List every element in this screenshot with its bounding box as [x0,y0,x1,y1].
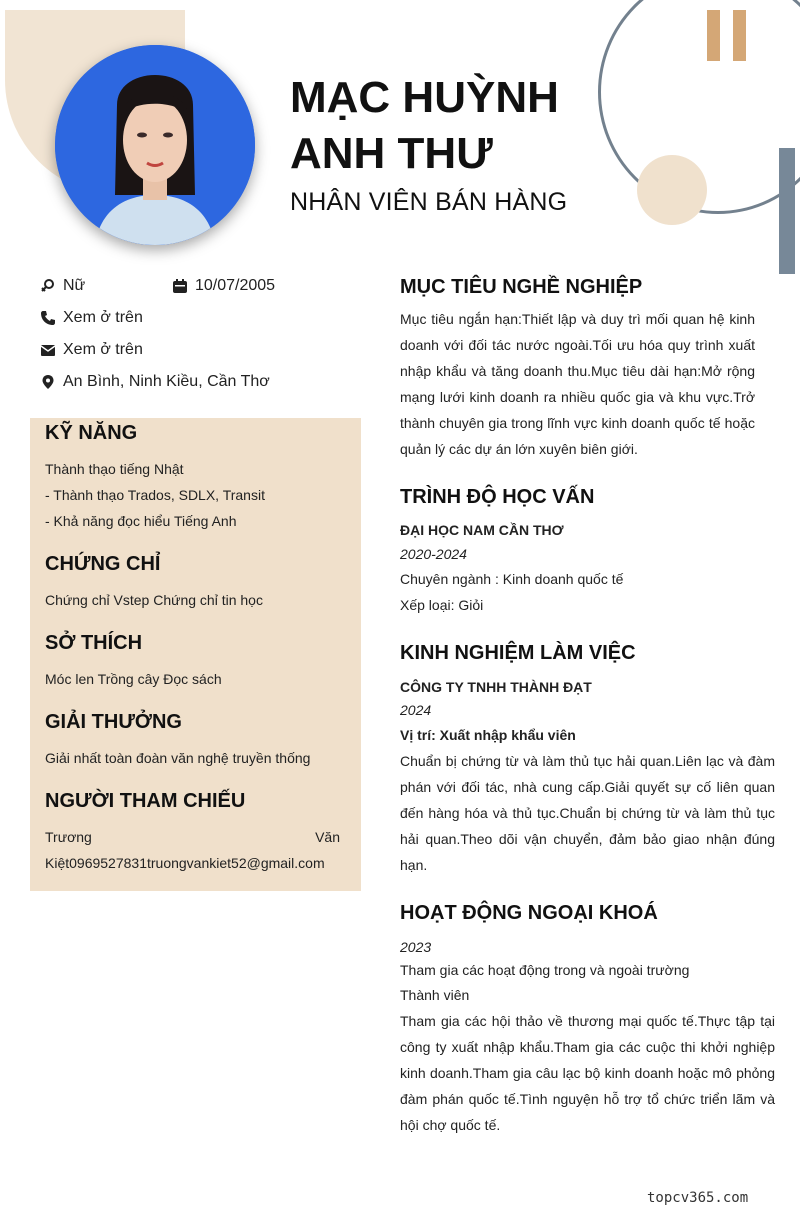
education-period: 2020-2024 [400,546,467,562]
left-panel [30,418,361,891]
skills-heading: KỸ NĂNG [45,422,138,444]
education-major: Chuyên ngành : Kinh doanh quốc tế [400,571,624,587]
footer-brand: topcv365.com [647,1190,749,1206]
experience-year: 2024 [400,702,432,718]
hobbies-heading: SỞ THÍCH [45,632,143,654]
phone-row: Xem ở trên [40,309,143,327]
envelope-icon [40,342,56,358]
references-heading: NGƯỜI THAM CHIẾU [45,790,246,812]
skills-list [45,456,265,534]
phone-icon [40,310,56,326]
profile-photo [55,45,255,245]
experience-heading: KINH NGHIỆM LÀM VIỆC [400,642,636,664]
decorative-dot [637,155,707,225]
decorative-bar [707,10,720,61]
hobbies-text: Móc len Trồng cây Đọc sách [45,671,222,687]
certificates-text: Chứng chỉ Vstep Chứng chỉ tin học [45,592,263,608]
certificates-heading: CHỨNG CHỈ [45,553,161,575]
experience-position: Vị trí: Xuất nhập khẩu viên [400,727,576,743]
email-row: Xem ở trên [40,341,143,359]
activities-heading: HOẠT ĐỘNG NGOẠI KHOÁ [400,902,658,924]
skill-item: Thành thạo tiếng Nhật [45,461,184,477]
education-heading: TRÌNH ĐỘ HỌC VẤN [400,486,595,508]
school-name: ĐẠI HỌC NAM CẦN THƠ [400,522,564,538]
candidate-name: MẠC HUỲNH ANH THƯ [290,73,559,178]
company-name: CÔNG TY TNHH THÀNH ĐẠT [400,679,592,695]
decorative-side-bar [779,148,795,274]
objective-text: Mục tiêu ngắn hạn:Thiết lập và duy trì mối quan hệ kinh doanh với đối tác nước ngoài.Tối ưu hóa quy trình xuất nhập khẩu và tăng doanh thu.Mục tiêu dài hạn:Mở rộng mạng lưới kinh doanh ra nhiều quốc gia và khu vực.Trở thành chuyên gia trong lĩnh vực kinh doanh quốc tế hoặc quản lý các dự án lớn xuyên biên giới. [400,311,755,457]
references-text: Trương Văn Kiệt0969527831truongvankiet52@gmail.com [45,829,340,871]
gender-icon [40,278,56,294]
birthdate-row: 10/07/2005 [172,277,275,295]
activities-role: Thành viên [400,987,470,1003]
awards-text: Giải nhất toàn đoàn văn nghệ truyền thống [45,750,311,766]
job-title: NHÂN VIÊN BÁN HÀNG [290,188,568,216]
activities-org: Tham gia các hoạt động trong và ngoài trường [400,962,690,978]
calendar-icon [172,278,188,294]
awards-heading: GIẢI THƯỞNG [45,711,182,733]
skill-item: - Thành thạo Trados, SDLX, Transit [45,487,265,503]
education-grade: Xếp loại: Giỏi [400,597,484,613]
location-pin-icon [40,374,56,390]
experience-text: Chuẩn bị chứng từ và làm thủ tục hải quan.Liên lạc và đàm phán với đối tác, nhà cung cấp.Giải quyết sự cố liên quan đến hàng hóa và thủ tục.Chuẩn bị chứng từ và làm thủ tục hải quan.Theo dõi vận chuyển, đảm bảo giao nhận đúng hạn. [400,753,775,873]
decorative-bar [733,10,746,61]
skill-item: - Khả năng đọc hiểu Tiếng Anh [45,513,237,529]
activities-text: Tham gia các hội thảo về thương mại quốc tế.Thực tập tại công ty xuất nhập khẩu.Tham gia các cuộc thi khởi nghiệp kinh doanh.Tham gia câu lạc bộ kinh doanh hoặc mô phỏng đàm phán quốc tế.Tình nguyện hỗ trợ tổ chức triển lãm và hội chợ quốc tế. [400,1013,775,1133]
activities-year: 2023 [400,939,432,955]
address-row: An Bình, Ninh Kiều, Cần Thơ [40,373,270,391]
objective-heading: MỤC TIÊU NGHỀ NGHIỆP [400,276,643,298]
gender-row: Nữ [40,277,85,295]
